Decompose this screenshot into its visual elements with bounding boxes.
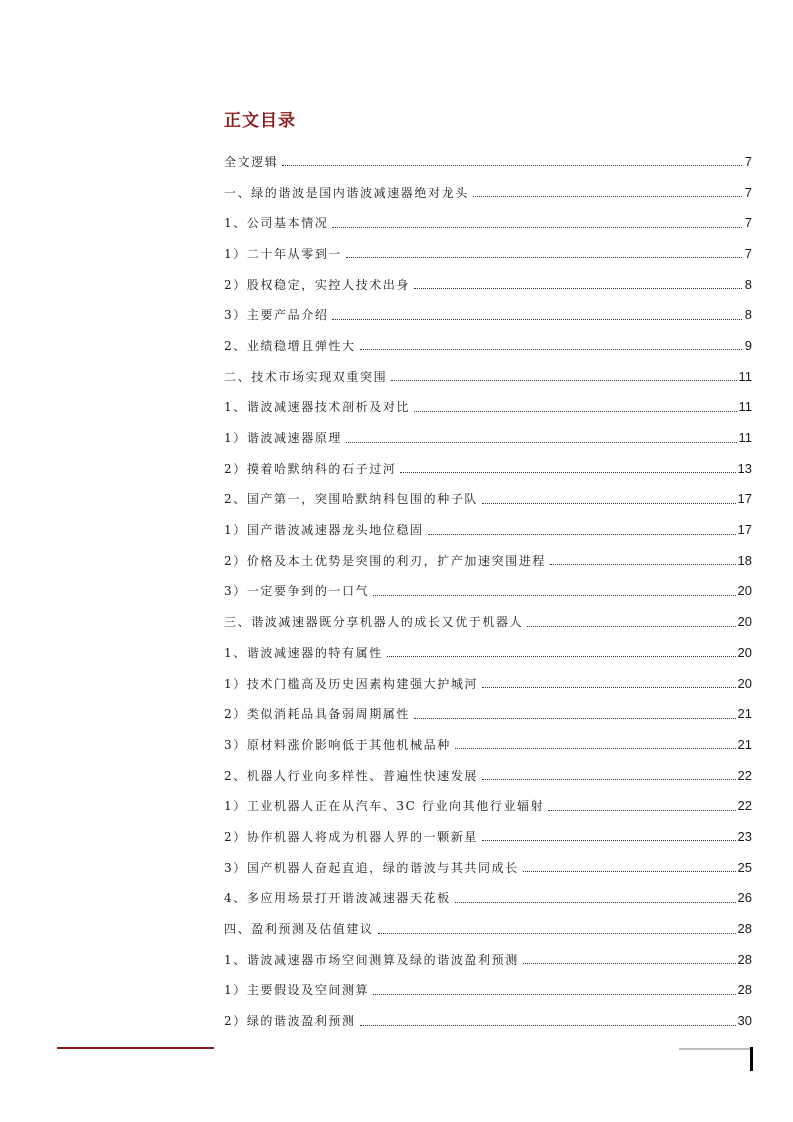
toc-entry-title: 3）主要产品介绍 <box>224 308 329 323</box>
toc-page-number: 13 <box>737 460 752 476</box>
toc-entry-title: 2、机器人行业向多样性、普遍性快速发展 <box>224 768 479 783</box>
toc-leader-dots <box>482 778 735 780</box>
toc-leader-dots <box>360 348 742 350</box>
toc-entry-title: 1）二十年从零到一 <box>224 246 343 261</box>
toc-leader-dots <box>482 686 735 688</box>
toc-entry-title: 1）谐波减速器原理 <box>224 431 343 446</box>
toc-entry-title: 1、谐波减速器市场空间测算及绿的谐波盈利预测 <box>224 952 519 967</box>
toc-page-number: 8 <box>744 307 752 323</box>
toc-entry[interactable] <box>224 392 752 423</box>
toc-entry-title: 4、多应用场景打开谐波减速器天花板 <box>224 891 451 906</box>
toc-entry[interactable] <box>224 207 752 238</box>
toc-leader-dots <box>378 932 736 934</box>
toc-entry-title: 2、业绩稳增且弹性大 <box>224 338 356 353</box>
toc-leader-dots <box>414 287 742 289</box>
toc-entry-title: 1）国产谐波减速器龙头地位稳固 <box>224 523 424 538</box>
toc-page-number: 11 <box>738 430 752 446</box>
toc-leader-dots <box>473 195 742 197</box>
toc-page-number: 17 <box>737 522 752 538</box>
toc-entry[interactable] <box>224 606 752 637</box>
toc-leader-dots <box>414 410 736 412</box>
toc-page-number: 20 <box>737 614 752 630</box>
toc-leader-dots <box>428 533 736 535</box>
toc-leader-dots <box>523 870 736 872</box>
toc-entry-title: 三、谐波减速器既分享机器人的成长又优于机器人 <box>224 615 524 630</box>
toc-entry[interactable] <box>224 361 752 392</box>
toc-entry-title: 3）一定要争到的一口气 <box>224 584 370 599</box>
toc-entry-title: 1）技术门槛高及历史因素构建强大护城河 <box>224 676 479 691</box>
toc-entry[interactable] <box>224 484 752 515</box>
toc-leader-dots <box>455 747 736 749</box>
toc-entry-title: 全文逻辑 <box>224 154 279 169</box>
toc-page-number: 7 <box>744 153 752 169</box>
toc-entry[interactable] <box>224 1005 752 1036</box>
toc-entry[interactable] <box>224 821 752 852</box>
toc-entry-title: 2）摸着哈默纳科的石子过河 <box>224 461 397 476</box>
toc-entry[interactable] <box>224 975 752 1006</box>
toc-entry[interactable] <box>224 177 752 208</box>
toc-entry[interactable] <box>224 269 752 300</box>
toc-page-number: 8 <box>744 276 752 292</box>
toc-entry[interactable] <box>224 146 752 177</box>
toc-entry[interactable] <box>224 514 752 545</box>
toc-entry-title: 2）股权稳定，实控人技术出身 <box>224 277 411 292</box>
toc-leader-dots <box>387 655 736 657</box>
toc-page-number: 28 <box>737 982 752 998</box>
toc-entry[interactable] <box>224 668 752 699</box>
toc-page-number: 23 <box>737 828 752 844</box>
toc-entry[interactable] <box>224 238 752 269</box>
toc-page-number: 11 <box>738 399 752 415</box>
toc-entry-title: 1）主要假设及空间测算 <box>224 983 370 998</box>
toc-leader-dots <box>482 502 735 504</box>
toc-entry[interactable] <box>224 453 752 484</box>
toc-entry[interactable] <box>224 729 752 760</box>
toc-leader-dots <box>346 441 736 443</box>
toc-entry-title: 1、谐波减速器的特有属性 <box>224 645 383 660</box>
toc-page-number: 30 <box>737 1013 752 1029</box>
toc-leader-dots <box>360 1024 736 1026</box>
toc-title: 正文目录 <box>224 111 296 131</box>
toc-page-number: 7 <box>744 184 752 200</box>
toc-leader-dots <box>414 717 735 719</box>
toc-page-number: 11 <box>738 368 752 384</box>
toc-entry-title: 3）国产机器人奋起直追，绿的谐波与其共同成长 <box>224 860 519 875</box>
toc-page-number: 21 <box>737 736 752 752</box>
toc-entry[interactable] <box>224 883 752 914</box>
toc-entry-title: 四、盈利预测及估值建议 <box>224 922 374 937</box>
toc-page-number: 17 <box>737 491 752 507</box>
toc-page-number: 22 <box>737 798 752 814</box>
toc-entry[interactable] <box>224 637 752 668</box>
toc-page-number: 20 <box>737 675 752 691</box>
toc-leader-dots <box>332 318 742 320</box>
toc-entry[interactable] <box>224 545 752 576</box>
toc-leader-dots <box>400 471 735 473</box>
footer-accent-line <box>57 1047 214 1049</box>
toc-entry-title: 1）工业机器人正在从汽车、3C 行业向其他行业辐射 <box>224 799 545 814</box>
toc-entry[interactable] <box>224 422 752 453</box>
toc-entry-title: 3）原材料涨价影响低于其他机械品种 <box>224 737 451 752</box>
toc-leader-dots <box>373 594 735 596</box>
toc-entry[interactable] <box>224 299 752 330</box>
toc-page-number: 22 <box>737 767 752 783</box>
toc-entry-title: 2）协作机器人将成为机器人界的一颗新星 <box>224 829 479 844</box>
toc-page-number: 7 <box>744 245 752 261</box>
toc-page-number: 7 <box>744 215 752 231</box>
toc-page-number: 28 <box>737 951 752 967</box>
footer-page-marker <box>750 1047 753 1071</box>
toc-page-number: 18 <box>737 552 752 568</box>
toc-entry[interactable] <box>224 576 752 607</box>
toc-entry-title: 2）绿的谐波盈利预测 <box>224 1014 356 1029</box>
toc-page-number: 25 <box>737 859 752 875</box>
toc-page-number: 21 <box>737 706 752 722</box>
toc-page-number: 20 <box>737 644 752 660</box>
toc-page-number: 28 <box>737 921 752 937</box>
toc-entry-title: 1、谐波减速器技术剖析及对比 <box>224 400 411 415</box>
toc-leader-dots <box>455 901 736 903</box>
footer-gray-line <box>679 1048 752 1050</box>
toc-leader-dots <box>550 563 735 565</box>
toc-entry-title: 2、国产第一，突围哈默纳科包围的种子队 <box>224 492 479 507</box>
toc-entry[interactable] <box>224 760 752 791</box>
toc-leader-dots <box>527 625 735 627</box>
toc-leader-dots <box>332 226 742 228</box>
toc-leader-dots <box>282 164 742 166</box>
toc-leader-dots <box>548 809 735 811</box>
table-of-contents <box>224 146 752 1036</box>
toc-page-number: 9 <box>744 337 752 353</box>
toc-page-number: 20 <box>737 583 752 599</box>
toc-leader-dots <box>523 962 736 964</box>
toc-leader-dots <box>373 993 735 995</box>
toc-entry-title: 2）类似消耗品具备弱周期属性 <box>224 707 411 722</box>
toc-page-number: 26 <box>737 890 752 906</box>
toc-entry-title: 1、公司基本情况 <box>224 216 329 231</box>
toc-leader-dots <box>346 256 742 258</box>
toc-entry[interactable] <box>224 852 752 883</box>
toc-entry[interactable] <box>224 698 752 729</box>
toc-entry-title: 二、技术市场实现双重突围 <box>224 369 388 384</box>
toc-entry-title: 2）价格及本土优势是突围的利刃，扩产加速突围进程 <box>224 553 547 568</box>
toc-entry[interactable] <box>224 790 752 821</box>
toc-entry-title: 一、绿的谐波是国内谐波减速器绝对龙头 <box>224 185 469 200</box>
toc-leader-dots <box>482 839 735 841</box>
toc-entry[interactable] <box>224 944 752 975</box>
toc-entry[interactable] <box>224 913 752 944</box>
toc-leader-dots <box>391 379 736 381</box>
toc-entry[interactable] <box>224 330 752 361</box>
